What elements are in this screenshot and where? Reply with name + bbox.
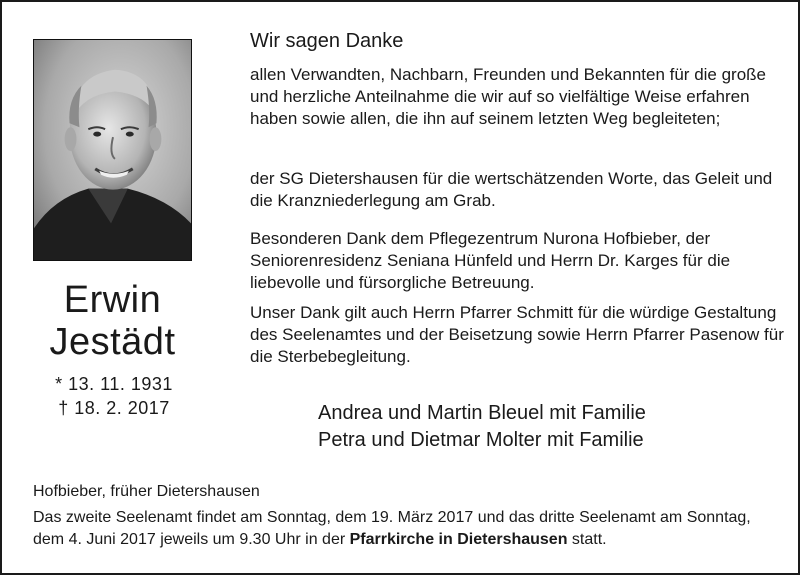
signer-line: Petra und Dietmar Molter mit Familie [318, 429, 644, 451]
thanks-paragraph-clergy: Unser Dank gilt auch Herrn Pfarrer Schmitt für die würdige Gestaltung des Seelenamtes und der Beisetzung sowie Herrn Pfarrer Pasenow für die Sterbebegleitung. [250, 303, 784, 366]
thanks-heading: Wir sagen Danke [250, 30, 404, 52]
thanks-paragraph-care: Besonderen Dank dem Pflegezentrum Nurona Hofbieber, der Seniorenresidenz Seniana Hünfeld und Herrn Dr. Karges für die liebevolle und fürsorgliche Betreuung. [250, 229, 731, 292]
portrait-photo [33, 39, 192, 261]
thanks-paragraph-relatives: allen Verwandten, Nachbarn, Freunden und Bekannten für die große und herzliche Anteilnahme die wir auf so vielfältige Weise erfahren haben sowie allen, die ihn auf seinem letzten Weg begleiteten; [250, 65, 767, 128]
deceased-first-name: Erwin [63, 279, 162, 321]
portrait-image [34, 40, 191, 260]
birth-date: * 13. 11. 1931 [55, 374, 173, 394]
church-name: Pfarrkirche in Dietershausen [349, 531, 568, 548]
signer-line: Andrea und Martin Bleuel mit Familie [318, 402, 646, 424]
thanks-paragraph-club: der SG Dietershausen für die wertschätzenden Worte, das Geleit und die Kranzniederlegung am Grab. [250, 169, 773, 210]
deceased-last-name: Jestädt [49, 321, 176, 363]
death-date: † 18. 2. 2017 [58, 398, 170, 418]
memorial-note-end: statt. [567, 531, 607, 548]
memorial-mass-note [33, 507, 778, 551]
location-line: Hofbieber, früher Dietershausen [33, 483, 260, 500]
memorial-note-text: Das zweite Seelenamt findet am Sonntag, dem 19. März 2017 und das dritte Seelenamt am Sonntag, dem 4. Juni 2017 jeweils um 9.30 Uhr in der [33, 509, 751, 548]
